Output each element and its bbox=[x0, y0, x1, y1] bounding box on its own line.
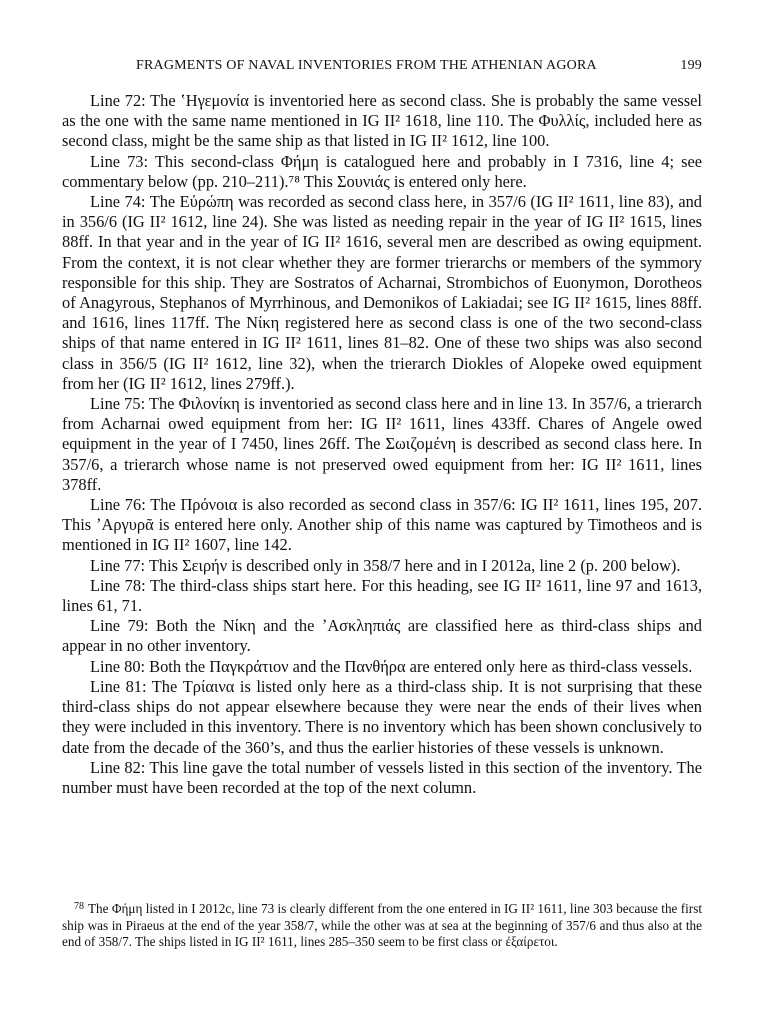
running-title: FRAGMENTS OF NAVAL INVENTORIES FROM THE ATHENIAN AGORA bbox=[136, 58, 597, 73]
paragraph-line-78: Line 78: The third-class ships start here. For this heading, see IG II² 1611, line 97 and 1613, lines 61, 71. bbox=[62, 575, 702, 616]
paragraph-line-77: Line 77: This Σειρήν is described only in 358/7 here and in I 2012a, line 2 (p. 200 below). bbox=[90, 555, 681, 575]
paragraph-line-75: Line 75: The Φιλονίκη is inventoried as second class here and in line 13. In 357/6, a trierarch from Acharnai owed equipment from her: IG II² 1611, lines 433ff. Chares of Angele owed equipment in the year of I 7450, lines 26ff. The Σωιζομένη is described as second class here. In 357/6, a trierarch whose name is not preserved owed equipment from her: IG II² 1611, lines 378ff. bbox=[62, 394, 702, 494]
paragraph-line-80: Line 80: Both the Παγκράτιον and the Πανθήρα are entered only here as third-class vessels. bbox=[90, 656, 693, 676]
body-text bbox=[62, 91, 702, 798]
footnote-text: The Φήμη listed in I 2012c, line 73 is clearly different from the one entered in IG II² 1611, line 303 because the first ship was in Piraeus at the end of the year 358/7, while the other was at sea at the beginning of 357/6 and thus also at the end of 358/7. The ships listed in IG II² 1611, lines 285–350 seem to be first class or ἐξαίρετοι. bbox=[62, 901, 702, 950]
paragraph-line-82: Line 82: This line gave the total number of vessels listed in this section of the inventory. The number must have been recorded at the top of the next column. bbox=[62, 757, 702, 797]
paragraph-line-72: Line 72: The ʽΗγεμονία is inventoried here as second class. She is probably the same vessel as the one with the same name mentioned in IG II² 1618, line 110. The Φυλλίς, included here as second class, might be the same ship as that listed in IG II² 1612, line 100. bbox=[62, 91, 702, 151]
paragraph-line-79: Line 79: Both the Νίκη and the ʼΑσκληπιάς are classified here as third-class ships and appear in no other inventory. bbox=[62, 616, 702, 656]
paragraph-line-76: Line 76: The Πρόνοια is also recorded as second class in 357/6: IG II² 1611, lines 195, 207. This ʼΑργυρᾶ is entered here only. Another ship of this name was captured by Timotheos and is mentioned in IG II² 1607, line 142. bbox=[62, 495, 702, 555]
footnote-marker: 78 bbox=[74, 901, 84, 912]
paragraph-line-74: Line 74: The Εὐρώπη was recorded as second class here, in 357/6 (IG II² 1611, line 83), and in 356/6 (IG II² 1612, line 24). She was listed as needing repair in the year of IG II² 1615, lines 88ff. In that year and in the year of IG II² 1616, several men are described as owing equipment. From the context, it is not clear whether they are former trierarchs or members of the symmory responsible for this ship. They are Sostratos of Acharnai, Strombichos of Euonymon, Dorotheos of Anagyrous, Stephanos of Myrrhinous, and Demonikos of Lakiadai; see IG II² 1615, lines 88ff. and 1616, lines 117ff. The Νίκη registered here as second class is one of the two second-class ships of that name entered in IG II² 1611, lines 81–82. One of these two ships was also second class in 356/5 (IG II² 1612, line 32), when the trierarch Diokles of Alopeke owed equipment from her (IG II² 1612, lines 279ff.). bbox=[62, 192, 702, 393]
paragraph-line-73: Line 73: This second-class Φήμη is catalogued here and probably in I 7316, line 4; see commentary below (pp. 210–211).⁷⁸ This Σουνιάς is entered only here. bbox=[62, 151, 702, 191]
footnote-78 bbox=[62, 899, 702, 951]
paragraph-line-81: Line 81: The Τρίαινα is listed only here as a third-class ship. It is not surprising that these third-class ships do not appear elsewhere because they were near the ends of their lives when they were included in this inventory. There is no inventory which has been shown conclusively to date from the decade of the 360’s, and thus the earlier histories of these vessels is unknown. bbox=[62, 676, 702, 757]
running-header bbox=[62, 58, 702, 78]
page-number: 199 bbox=[680, 58, 702, 73]
